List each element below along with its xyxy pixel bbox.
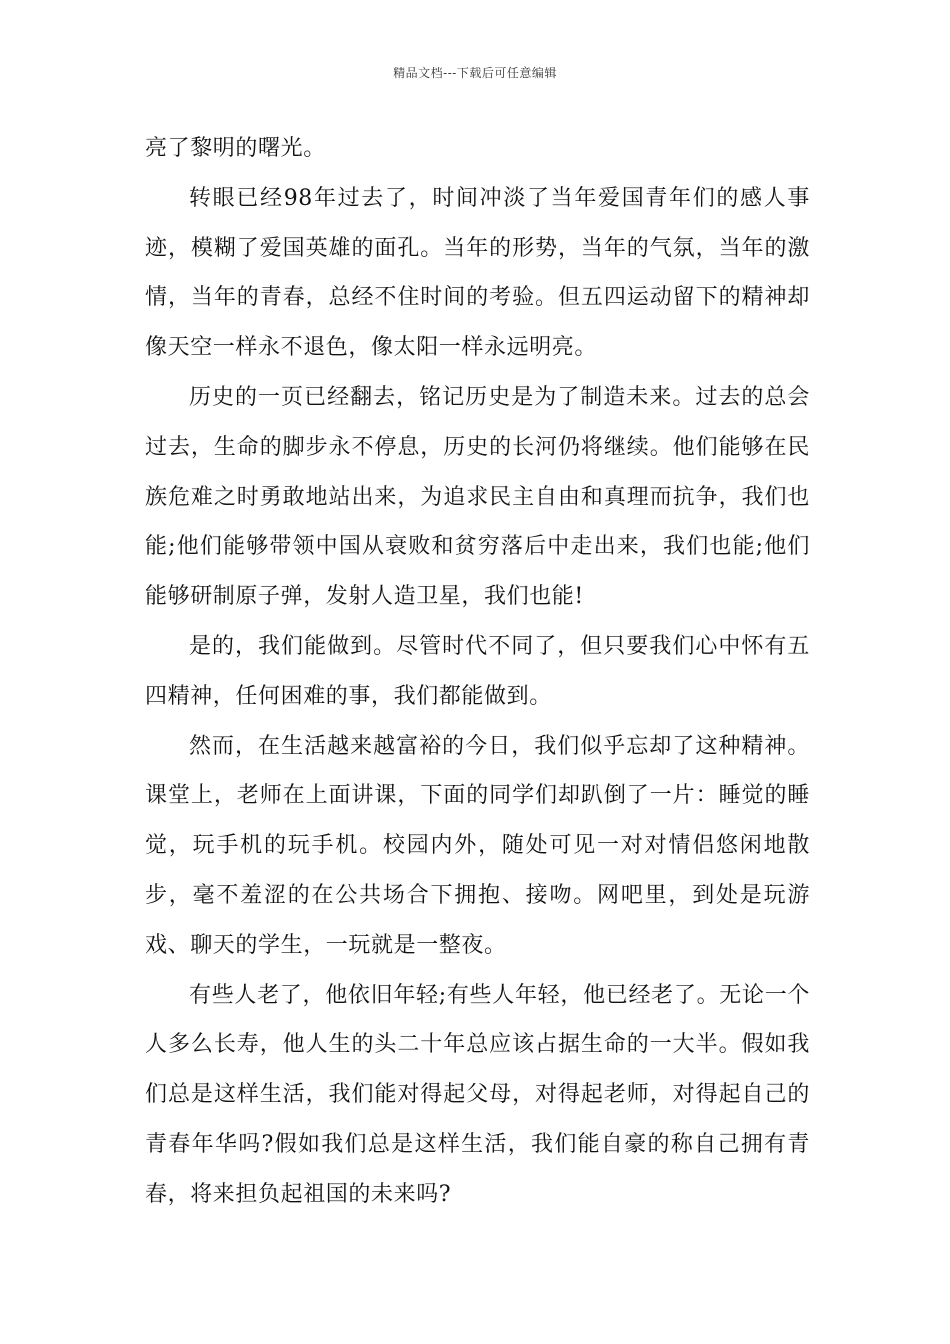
paragraph-3: 历史的一页已经翻去，铭记历史是为了制造未来。过去的总会过去，生命的脚步永不停息，历史的长河仍将继续。他们能够在民族危难之时勇敢地站出来，为追求民主自由和真理而抗争，我们也能;他们能够带领中国从衰败和贫穷落后中走出来，我们也能;他们能够研制原子弹，发射人造卫星，我们也能!: [145, 384, 810, 610]
paragraph-2: 转眼已经98年过去了，时间冲淡了当年爱国青年们的感人事迹，模糊了爱国英雄的面孔。当年的形势，当年的气氛，当年的激情，当年的青春，总经不住时间的考验。但五四运动留下的精神却像天空一样永不退色，像太阳一样永远明亮。: [145, 185, 810, 361]
paragraph-5: 然而，在生活越来越富裕的今日，我们似乎忘却了这种精神。课堂上，老师在上面讲课，下面的同学们却趴倒了一片：睡觉的睡觉，玩手机的玩手机。校园内外，随处可见一对对情侣悠闲地散步，毫不羞涩的在公共场合下拥抱、接吻。网吧里，到处是玩游戏、聊天的学生，一玩就是一整夜。: [145, 733, 810, 958]
paragraph-4: 是的，我们能做到。尽管时代不同了，但只要我们心中怀有五四精神，任何困难的事，我们都能做到。: [145, 633, 810, 709]
page-header: 精品文档---下载后可任意编辑: [393, 66, 557, 80]
document-body: [145, 124, 810, 1220]
paragraph-1-continuation: 亮了黎明的曙光。: [145, 136, 326, 161]
paragraph-6: 有些人老了，他依旧年轻;有些人年轻，他已经老了。无论一个人多么长寿，他人生的头二十年总应该占据生命的一大半。假如我们总是这样生活，我们能对得起父母，对得起老师，对得起自己的青春年华吗?假如我们总是这样生活，我们能自豪的称自己拥有青春，将来担负起祖国的未来吗?: [145, 982, 810, 1207]
